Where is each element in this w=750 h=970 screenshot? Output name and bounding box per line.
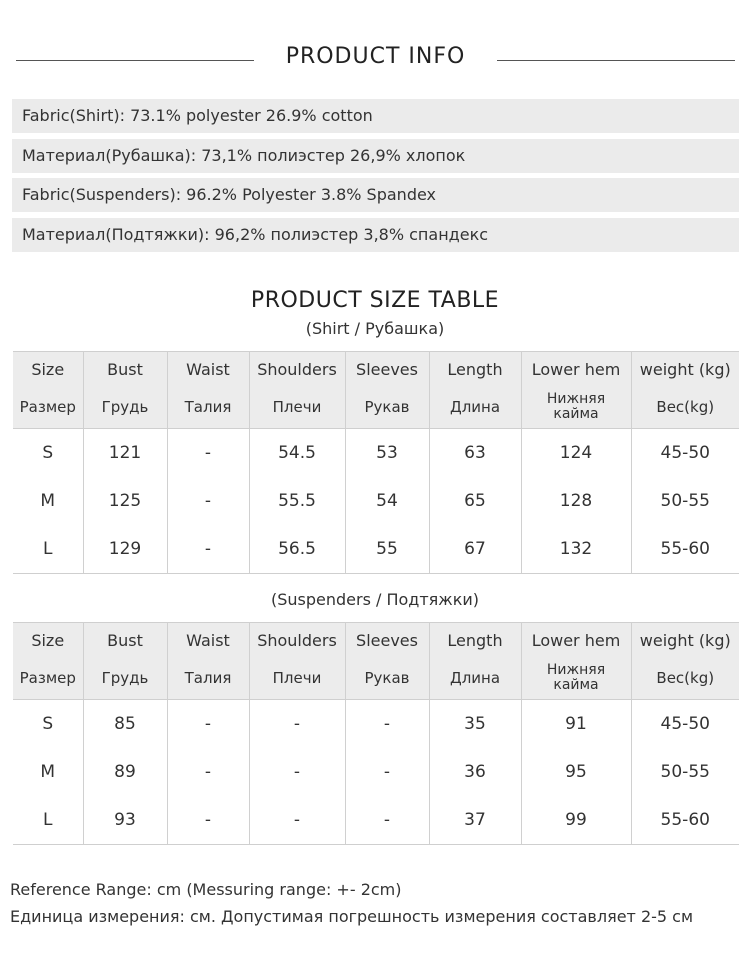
cell: 99 [521, 796, 631, 845]
lower-hem-ru-label: Нижняя кайма [546, 662, 606, 693]
susp-header-en [13, 623, 739, 658]
col-bust-ru: Грудь [83, 657, 167, 700]
cell: 35 [429, 700, 521, 749]
col-size-ru: Размер [13, 386, 83, 429]
col-weight-ru: Вес(kg) [631, 657, 739, 700]
cell: 37 [429, 796, 521, 845]
suspenders-caption: (Suspenders / Подтяжки) [270, 590, 480, 609]
cell: 85 [83, 700, 167, 749]
cell: 129 [83, 525, 167, 574]
cell: - [167, 525, 249, 574]
col-waist: Waist [167, 352, 249, 387]
cell: 91 [521, 700, 631, 749]
suspenders-size-table [13, 622, 739, 845]
cell: 125 [83, 477, 167, 525]
col-lower-hem-ru [521, 657, 631, 700]
fabric-shirt-ru: Материал(Рубашка): 73,1% полиэстер 26,9% хлопок [12, 139, 739, 173]
table-row [13, 429, 739, 478]
page-title: PRODUCT INFO [285, 44, 466, 69]
col-lower-hem-ru [521, 386, 631, 429]
cell: 67 [429, 525, 521, 574]
col-shoulders-ru: Плечи [249, 386, 345, 429]
cell: - [167, 700, 249, 749]
cell: 55.5 [249, 477, 345, 525]
col-size-ru: Размер [13, 657, 83, 700]
col-bust: Bust [83, 352, 167, 387]
cell: 65 [429, 477, 521, 525]
cell: 54.5 [249, 429, 345, 478]
size-table-title: PRODUCT SIZE TABLE [250, 288, 500, 313]
cell: - [167, 796, 249, 845]
cell: 132 [521, 525, 631, 574]
cell: L [13, 796, 83, 845]
cell: S [13, 700, 83, 749]
fabric-shirt-en: Fabric(Shirt): 73.1% polyester 26.9% cotton [12, 99, 739, 133]
fabric-suspenders-en: Fabric(Suspenders): 96.2% Polyester 3.8% Spandex [12, 178, 739, 212]
cell: 55 [345, 525, 429, 574]
cell: 124 [521, 429, 631, 478]
cell: 93 [83, 796, 167, 845]
cell: L [13, 525, 83, 574]
cell: 95 [521, 748, 631, 796]
cell: 55-60 [631, 796, 739, 845]
shirt-caption: (Shirt / Рубашка) [305, 319, 445, 338]
cell: 53 [345, 429, 429, 478]
table-row [13, 748, 739, 796]
cell: 36 [429, 748, 521, 796]
cell: 45-50 [660, 714, 710, 734]
cell: 55-60 [631, 525, 739, 574]
divider-left [16, 60, 254, 61]
cell: - [167, 477, 249, 525]
col-shoulders: Shoulders [249, 623, 345, 658]
cell: 121 [83, 429, 167, 478]
col-length: Length [429, 352, 521, 387]
cell: 63 [429, 429, 521, 478]
col-shoulders-ru: Плечи [249, 657, 345, 700]
col-size: Size [13, 352, 83, 387]
col-sleeves: Sleeves [345, 352, 429, 387]
cell: 50-55 [660, 491, 710, 511]
col-size: Size [13, 623, 83, 658]
fabric-suspenders-ru: Материал(Подтяжки): 96,2% полиэстер 3,8% спандекс [12, 218, 739, 252]
col-waist: Waist [167, 623, 249, 658]
col-weight-ru: Вес(kg) [631, 386, 739, 429]
cell: - [345, 700, 429, 749]
col-waist-ru: Талия [167, 386, 249, 429]
col-length-ru: Длина [429, 657, 521, 700]
col-weight: weight (kg) [631, 352, 739, 387]
cell: - [249, 700, 345, 749]
divider-right [497, 60, 735, 61]
cell: - [167, 429, 249, 478]
cell: 89 [83, 748, 167, 796]
col-sleeves-ru: Рукав [345, 386, 429, 429]
cell: - [249, 748, 345, 796]
cell: 54 [345, 477, 429, 525]
table-row [13, 700, 739, 749]
product-info-header [0, 44, 750, 78]
col-waist-ru: Талия [167, 657, 249, 700]
cell: - [167, 748, 249, 796]
reference-note-ru: Единица измерения: см. Допустимая погрешность измерения составляет 2-5 см [10, 907, 694, 926]
table-row [13, 477, 739, 525]
col-length-ru: Длина [429, 386, 521, 429]
table-row [13, 796, 739, 845]
cell: 56.5 [249, 525, 345, 574]
col-sleeves: Sleeves [345, 623, 429, 658]
col-shoulders: Shoulders [249, 352, 345, 387]
cell: 50-55 [660, 762, 710, 782]
lower-hem-ru-label: Нижняя кайма [546, 391, 606, 422]
col-bust: Bust [83, 623, 167, 658]
cell: - [249, 796, 345, 845]
col-bust-ru: Грудь [83, 386, 167, 429]
susp-header-ru [13, 657, 739, 700]
shirt-header-en [13, 352, 739, 387]
cell: 128 [521, 477, 631, 525]
cell: S [13, 429, 83, 478]
col-length: Length [429, 623, 521, 658]
col-weight: weight (kg) [631, 623, 739, 658]
shirt-size-table [13, 351, 739, 574]
cell: M [13, 748, 83, 796]
reference-note-en: Reference Range: cm (Messuring range: +- 2cm) [10, 880, 402, 899]
col-lower-hem: Lower hem [521, 352, 631, 387]
col-lower-hem: Lower hem [521, 623, 631, 658]
cell: - [345, 796, 429, 845]
cell: M [13, 477, 83, 525]
cell: - [345, 748, 429, 796]
shirt-header-ru [13, 386, 739, 429]
cell: 45-50 [660, 443, 710, 463]
table-row [13, 525, 739, 574]
col-sleeves-ru: Рукав [345, 657, 429, 700]
